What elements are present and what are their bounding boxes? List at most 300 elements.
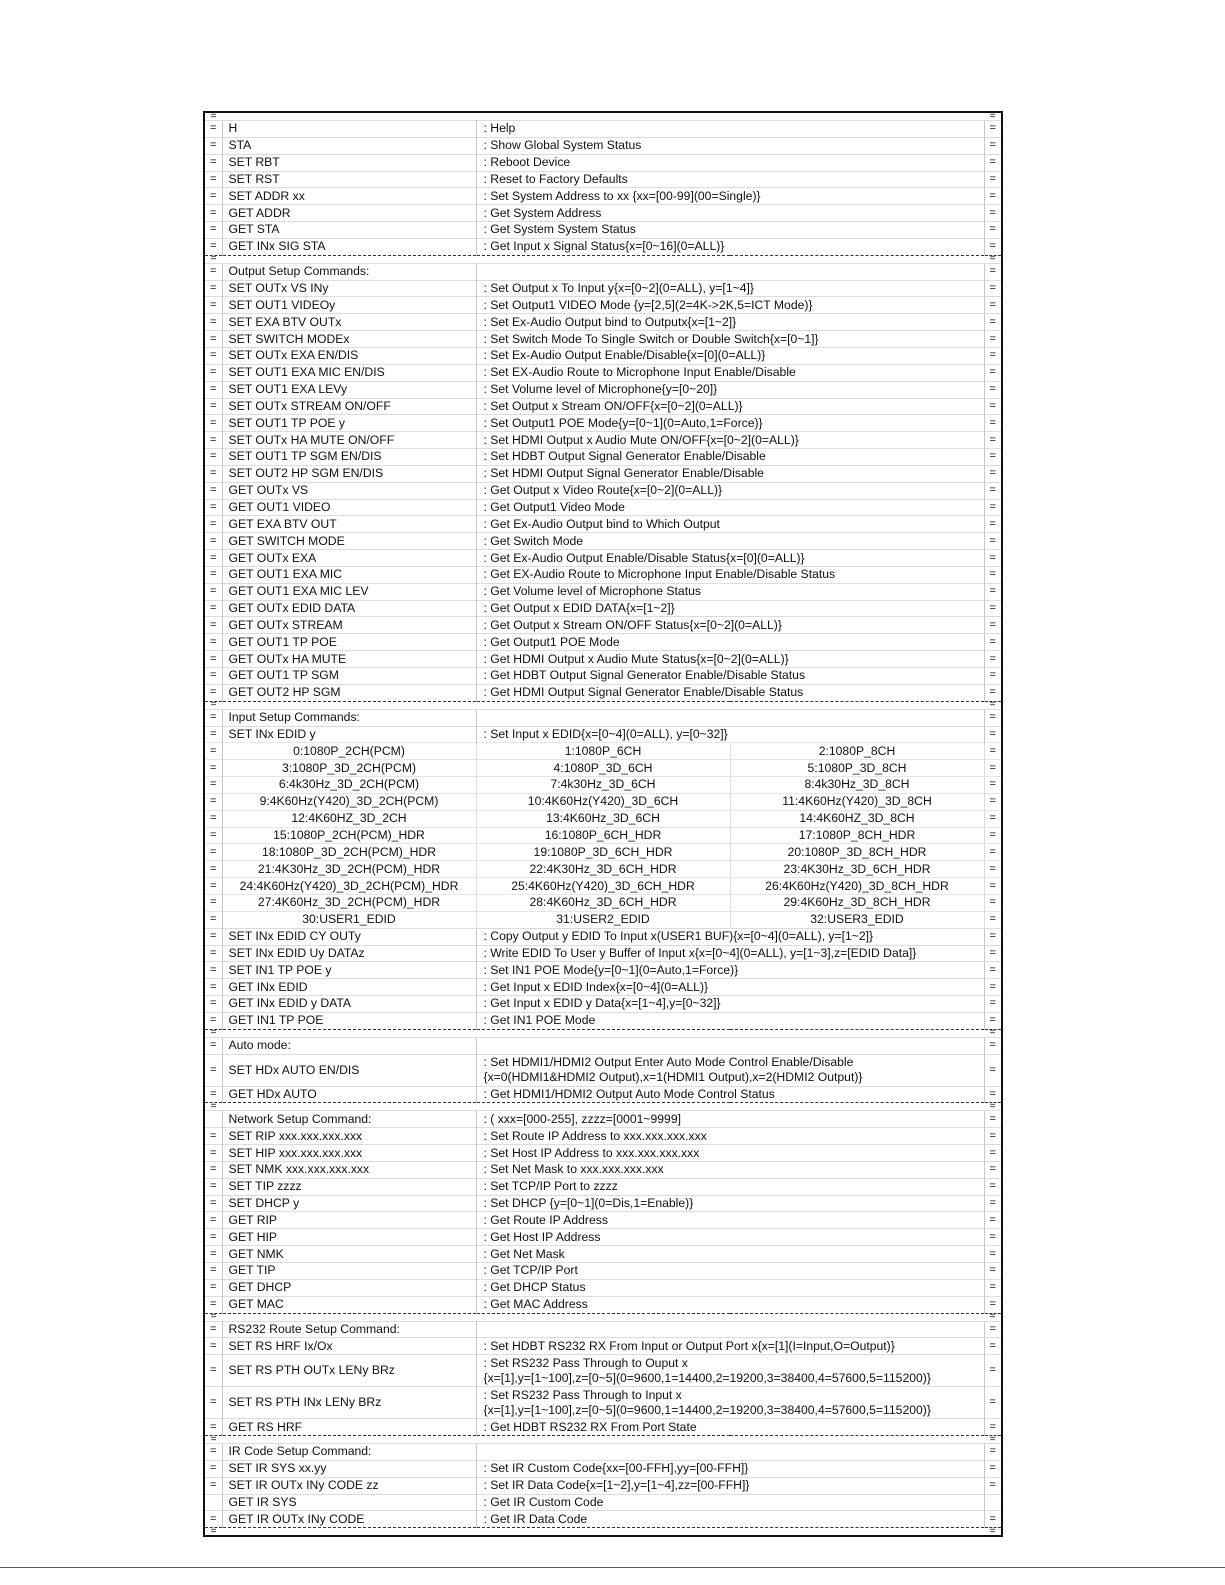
row-eq-marker-right: = [984, 566, 1001, 583]
command-row [205, 415, 1001, 432]
row-eq-marker-left: = [210, 113, 217, 121]
command-name: STA [222, 137, 476, 154]
row-eq-marker-left: = [205, 600, 222, 617]
section-heading: IR Code Setup Command: [222, 1444, 476, 1461]
command-row [205, 1460, 1001, 1477]
edid-option-row [205, 793, 1001, 810]
command-description [476, 726, 984, 743]
row-eq-marker-right: = [984, 1195, 1001, 1212]
description-line: : Help [483, 121, 516, 136]
row-eq-marker-left [205, 1494, 222, 1511]
command-name: GET HDx AUTO [222, 1086, 476, 1103]
command-table [205, 113, 1001, 1535]
description-line: : Get Net Mask [483, 1246, 565, 1261]
command-description [476, 1086, 984, 1103]
command-row [205, 1263, 1001, 1280]
edid-option-row [205, 894, 1001, 911]
row-eq-marker-left: = [205, 1419, 222, 1436]
description-line: : Set HDBT RS232 RX From Input or Output Port x{x=[1](I=Input,O=Output)} [483, 1338, 895, 1353]
command-row [205, 364, 1001, 381]
row-eq-marker-left: = [205, 894, 222, 911]
command-description [476, 121, 984, 138]
edid-option: 6:4k30Hz_3D_2CH(PCM) [222, 777, 476, 794]
description-line: : Set IR Data Code{x=[1~2],y=[1~4],zz=[00-FFH]} [483, 1478, 750, 1493]
row-eq-marker-right: = [984, 911, 1001, 928]
row-eq-marker-left: = [205, 188, 222, 205]
command-row [205, 1246, 1001, 1263]
edid-option: 25:4K60Hz(Y420)_3D_6CH_HDR [476, 878, 730, 895]
command-row [205, 171, 1001, 188]
row-eq-marker-left: = [205, 1086, 222, 1103]
row-eq-marker-left: = [205, 1161, 222, 1178]
command-name: SET INx EDID CY OUTy [222, 928, 476, 945]
command-description [476, 499, 984, 516]
row-eq-marker-right: = [984, 777, 1001, 794]
row-eq-marker-right: = [984, 364, 1001, 381]
command-row [205, 1145, 1001, 1162]
row-eq-marker-right: = [984, 482, 1001, 499]
command-row [205, 962, 1001, 979]
command-name: SET RST [222, 171, 476, 188]
command-name: SET OUT1 TP POE y [222, 415, 476, 432]
row-eq-marker-left: = [205, 533, 222, 550]
section-heading-note [476, 1444, 984, 1461]
command-name: GET OUT2 HP SGM [222, 684, 476, 701]
row-eq-marker-left: = [205, 634, 222, 651]
row-eq-marker-left: = [205, 684, 222, 701]
command-description [476, 979, 984, 996]
command-row [205, 432, 1001, 449]
row-eq-marker-right: = [984, 449, 1001, 466]
row-eq-marker-left: = [205, 482, 222, 499]
row-eq-marker-left: = [205, 297, 222, 314]
description-line: : Set Host IP Address to xxx.xxx.xxx.xxx [483, 1145, 700, 1160]
command-description [476, 1145, 984, 1162]
description-line: : Set DHCP {y=[0~1](0=Dis,1=Enable)} [483, 1196, 694, 1211]
description-line: : Get Route IP Address [483, 1212, 608, 1227]
command-name: GET RS HRF [222, 1419, 476, 1436]
row-eq-marker-right: = [984, 1037, 1001, 1054]
command-description [476, 1338, 984, 1355]
section-separator [205, 113, 1001, 121]
section-heading-note: : ( xxx=[000-255], zzzz=[0001~9999] [476, 1111, 984, 1128]
edid-option: 16:1080P_6CH_HDR [476, 827, 730, 844]
row-eq-marker-right: = [984, 398, 1001, 415]
command-description [476, 1279, 984, 1296]
command-name: SET OUT1 TP SGM EN/DIS [222, 449, 476, 466]
command-name: GET DHCP [222, 1279, 476, 1296]
description-line: : Get IN1 POE Mode [483, 1013, 596, 1028]
row-eq-marker-right: = [984, 1355, 1001, 1387]
row-eq-marker-right: = [984, 701, 1001, 709]
section-separator [205, 1029, 1001, 1037]
row-eq-marker-left: = [205, 550, 222, 567]
command-description [476, 137, 984, 154]
command-name: GET OUTx VS [222, 482, 476, 499]
command-description [476, 432, 984, 449]
row-eq-marker-left: = [205, 945, 222, 962]
row-eq-marker-right: = [984, 222, 1001, 239]
command-row [205, 1178, 1001, 1195]
command-description [476, 314, 984, 331]
row-eq-marker-left: = [205, 398, 222, 415]
command-row [205, 583, 1001, 600]
command-row [205, 945, 1001, 962]
command-description [476, 465, 984, 482]
edid-option: 8:4k30Hz_3D_8CH [730, 777, 984, 794]
command-row [205, 331, 1001, 348]
command-row [205, 928, 1001, 945]
command-description [476, 634, 984, 651]
row-eq-marker-right: = [989, 113, 996, 121]
row-eq-marker-left: = [205, 1178, 222, 1195]
edid-option: 14:4K60HZ_3D_8CH [730, 810, 984, 827]
command-description [476, 600, 984, 617]
row-eq-marker-right: = [984, 550, 1001, 567]
command-row [205, 297, 1001, 314]
command-description [476, 331, 984, 348]
command-name: GET IR OUTx INy CODE [222, 1511, 476, 1528]
row-eq-marker-left: = [205, 617, 222, 634]
command-row [205, 205, 1001, 222]
edid-option: 24:4K60Hz(Y420)_3D_2CH(PCM)_HDR [222, 878, 476, 895]
description-line: : Set IN1 POE Mode{y=[0~1](0=Auto,1=Force)} [483, 962, 739, 977]
command-name: SET RS PTH INx LENy BRz [222, 1387, 476, 1419]
command-row [205, 726, 1001, 743]
section-heading-note [476, 1037, 984, 1054]
command-description [476, 297, 984, 314]
command-row [205, 1161, 1001, 1178]
section-heading-note [476, 1321, 984, 1338]
row-eq-marker-left: = [205, 255, 222, 263]
command-row [205, 684, 1001, 701]
command-description [476, 1460, 984, 1477]
section-separator [205, 255, 1001, 263]
row-eq-marker-right: = [984, 793, 1001, 810]
command-name: GET HIP [222, 1229, 476, 1246]
command-name: GET EXA BTV OUT [222, 516, 476, 533]
row-eq-marker-left: = [205, 583, 222, 600]
edid-option: 13:4K60Hz_3D_6CH [476, 810, 730, 827]
description-line: : Set HDMI Output x Audio Mute ON/OFF{x=[0~2](0=ALL)} [483, 432, 799, 447]
separator-line [222, 113, 984, 121]
row-eq-marker-left: = [205, 1444, 222, 1461]
description-line: : Set Volume level of Microphone{y=[0~20]} [483, 382, 718, 397]
row-eq-marker-right: = [984, 617, 1001, 634]
command-description [476, 1263, 984, 1280]
command-name: SET RS HRF Ix/Ox [222, 1338, 476, 1355]
command-row [205, 280, 1001, 297]
command-row [205, 617, 1001, 634]
edid-option-row [205, 777, 1001, 794]
row-eq-marker-left: = [205, 449, 222, 466]
command-description [476, 398, 984, 415]
edid-option: 23:4K30Hz_3D_6CH_HDR [730, 861, 984, 878]
edid-option: 29:4K60Hz_3D_8CH_HDR [730, 894, 984, 911]
command-name: GET IR SYS [222, 1494, 476, 1511]
command-description [476, 668, 984, 685]
row-eq-marker-right: = [984, 1444, 1001, 1461]
command-description [476, 205, 984, 222]
row-eq-marker-right: = [984, 1111, 1001, 1128]
row-eq-marker-left: = [205, 709, 222, 726]
edid-option: 1:1080P_6CH [476, 743, 730, 760]
row-eq-marker-right: = [984, 1477, 1001, 1494]
command-row [205, 1212, 1001, 1229]
description-line: : Reboot Device [483, 155, 571, 170]
edid-option-row [205, 844, 1001, 861]
row-eq-marker-right: = [984, 928, 1001, 945]
command-description [476, 415, 984, 432]
command-row [205, 668, 1001, 685]
command-name: GET ADDR [222, 205, 476, 222]
description-line: : Set System Address to xx {xx=[00-99](00=Single)} [483, 188, 761, 203]
row-eq-marker-left: = [205, 1477, 222, 1494]
command-name: SET INx EDID y [222, 726, 476, 743]
row-eq-marker-left: = [205, 701, 222, 709]
description-line: : Get Host IP Address [483, 1229, 601, 1244]
command-description [476, 945, 984, 962]
command-row [205, 381, 1001, 398]
row-eq-marker-left: = [205, 1012, 222, 1029]
command-name: GET IN1 TP POE [222, 1012, 476, 1029]
command-name: GET OUTx EDID DATA [222, 600, 476, 617]
description-line: : Set Switch Mode To Single Switch or Double Switch{x=[0~1]} [483, 331, 819, 346]
command-row [205, 1338, 1001, 1355]
command-description [476, 566, 984, 583]
command-name: SET OUT1 EXA MIC EN/DIS [222, 364, 476, 381]
command-name: GET OUTx HA MUTE [222, 651, 476, 668]
row-eq-marker-right: = [984, 743, 1001, 760]
row-eq-marker-right: = [984, 1103, 1001, 1111]
command-row [205, 154, 1001, 171]
command-row [205, 222, 1001, 239]
command-row [205, 600, 1001, 617]
row-eq-marker-right: = [984, 979, 1001, 996]
description-line: : Get HDBT Output Signal Generator Enable/Disable Status [483, 668, 806, 683]
edid-option: 18:1080P_3D_2CH(PCM)_HDR [222, 844, 476, 861]
description-line: : Get Output1 POE Mode [483, 634, 620, 649]
row-eq-marker-left: = [205, 205, 222, 222]
edid-option-row [205, 911, 1001, 928]
row-eq-marker-left: = [205, 1387, 222, 1419]
description-line: : Get IR Data Code [483, 1511, 588, 1526]
edid-option: 4:1080P_3D_6CH [476, 760, 730, 777]
separator-line [222, 1436, 984, 1444]
command-name: SET DHCP y [222, 1195, 476, 1212]
row-eq-marker-right: = [984, 1086, 1001, 1103]
command-row [205, 1195, 1001, 1212]
section-heading: RS232 Route Setup Command: [222, 1321, 476, 1338]
command-name: SET HDx AUTO EN/DIS [222, 1054, 476, 1086]
row-eq-marker-left: = [205, 331, 222, 348]
command-name: GET OUT1 VIDEO [222, 499, 476, 516]
command-row [205, 1511, 1001, 1528]
section-separator [205, 701, 1001, 709]
command-name: SET OUTx STREAM ON/OFF [222, 398, 476, 415]
row-eq-marker-right: = [984, 894, 1001, 911]
row-eq-marker-right: = [984, 205, 1001, 222]
command-row [205, 533, 1001, 550]
description-line: : Get TCP/IP Port [483, 1263, 578, 1278]
row-eq-marker-left: = [205, 364, 222, 381]
command-description [476, 222, 984, 239]
command-name: SET IN1 TP POE y [222, 962, 476, 979]
edid-option: 7:4k30Hz_3D_6CH [476, 777, 730, 794]
command-description [476, 1511, 984, 1528]
command-description [476, 1212, 984, 1229]
row-eq-marker-right: = [984, 1145, 1001, 1162]
section-heading: Output Setup Commands: [222, 263, 476, 280]
command-row [205, 482, 1001, 499]
row-eq-marker-left: = [205, 1246, 222, 1263]
edid-option: 22:4K30Hz_3D_6CH_HDR [476, 861, 730, 878]
command-description [476, 1296, 984, 1313]
row-eq-marker-left: = [205, 238, 222, 255]
row-eq-marker-left: = [205, 777, 222, 794]
row-eq-marker-right: = [984, 1419, 1001, 1436]
edid-option: 9:4K60Hz(Y420)_3D_2CH(PCM) [222, 793, 476, 810]
command-row [205, 1128, 1001, 1145]
command-row [205, 1229, 1001, 1246]
command-description [476, 533, 984, 550]
row-eq-marker-left: = [205, 280, 222, 297]
description-line: : Get System Address [483, 205, 602, 220]
command-row [205, 1086, 1001, 1103]
command-row [205, 1355, 1001, 1387]
description-line: : Set Output x To Input y{x=[0~2](0=ALL), y=[1~4]} [483, 281, 754, 296]
row-eq-marker-left: = [205, 1511, 222, 1528]
command-name: SET RBT [222, 154, 476, 171]
row-eq-marker-left: = [205, 1128, 222, 1145]
command-row [205, 314, 1001, 331]
row-eq-marker-right: = [984, 1212, 1001, 1229]
description-line: : Get Ex-Audio Output Enable/Disable Status{x=[0](0=ALL)} [483, 550, 805, 565]
row-eq-marker-left: = [205, 121, 222, 138]
command-description [476, 154, 984, 171]
command-name: SET IR SYS xx.yy [222, 1460, 476, 1477]
description-line: : Get DHCP Status [483, 1280, 586, 1295]
command-row [205, 238, 1001, 255]
command-row [205, 979, 1001, 996]
section-separator [205, 1528, 1001, 1536]
section-heading: Network Setup Command: [222, 1111, 476, 1128]
command-description [476, 1494, 984, 1511]
description-line: : Set IR Custom Code{xx=[00-FFH],yy=[00-FFH]} [483, 1461, 749, 1476]
row-eq-marker-left: = [205, 432, 222, 449]
command-description [476, 550, 984, 567]
description-line: : Get EX-Audio Route to Microphone Input Enable/Disable Status [483, 567, 836, 582]
command-row [205, 1419, 1001, 1436]
command-name: SET OUTx HA MUTE ON/OFF [222, 432, 476, 449]
command-description [476, 1054, 984, 1086]
row-eq-marker-right: = [984, 415, 1001, 432]
command-row [205, 516, 1001, 533]
command-description [476, 482, 984, 499]
edid-option: 3:1080P_3D_2CH(PCM) [222, 760, 476, 777]
command-row [205, 137, 1001, 154]
command-name: GET INx EDID y DATA [222, 996, 476, 1013]
command-name: GET INx EDID [222, 979, 476, 996]
description-line: : Reset to Factory Defaults [483, 171, 628, 186]
command-description [476, 516, 984, 533]
row-eq-marker-right: = [984, 280, 1001, 297]
command-description [476, 280, 984, 297]
row-eq-marker-right: = [984, 600, 1001, 617]
row-eq-marker-left: = [205, 1212, 222, 1229]
description-line: : Set Ex-Audio Output Enable/Disable{x=[0](0=ALL)} [483, 348, 766, 363]
description-line: : Set Output1 POE Mode{y=[0~1](0=Auto,1=Force)} [483, 415, 763, 430]
row-eq-marker-right: = [984, 297, 1001, 314]
separator-line [222, 701, 984, 709]
command-name: SET OUTx VS INy [222, 280, 476, 297]
section-separator [205, 1436, 1001, 1444]
command-description [476, 1195, 984, 1212]
command-name: SET HIP xxx.xxx.xxx.xxx [222, 1145, 476, 1162]
edid-option: 17:1080P_8CH_HDR [730, 827, 984, 844]
row-eq-marker-right: = [984, 1321, 1001, 1338]
description-line: : Get Output1 Video Mode [483, 499, 625, 514]
section-separator [205, 1313, 1001, 1321]
description-continuation: {x=0(HDMI1&HDMI2 Output),x=1(HDMI1 Output),x=2(HDMI2 Output)} [483, 1070, 863, 1085]
row-eq-marker-left: = [205, 668, 222, 685]
row-eq-marker-right: = [984, 1338, 1001, 1355]
edid-option: 11:4K60Hz(Y420)_3D_8CH [730, 793, 984, 810]
row-eq-marker-right: = [984, 533, 1001, 550]
edid-option-row [205, 827, 1001, 844]
row-eq-marker-right: = [984, 121, 1001, 138]
command-name: SET TIP zzzz [222, 1178, 476, 1195]
command-description [476, 583, 984, 600]
command-description [476, 1178, 984, 1195]
command-row [205, 188, 1001, 205]
command-name: GET TIP [222, 1263, 476, 1280]
row-eq-marker-left: = [205, 1460, 222, 1477]
description-line: : Set HDMI Output Signal Generator Enable/Disable [483, 466, 764, 481]
command-name: SET INx EDID Uy DATAz [222, 945, 476, 962]
section-heading: Auto mode: [222, 1037, 476, 1054]
command-description [476, 651, 984, 668]
separator-line [222, 1313, 984, 1321]
section-heading-row [205, 1321, 1001, 1338]
row-eq-marker-left: = [205, 566, 222, 583]
description-line: : Set EX-Audio Route to Microphone Input Enable/Disable [483, 365, 796, 380]
row-eq-marker-right: = [984, 255, 1001, 263]
command-name: SET IR OUTx INy CODE zz [222, 1477, 476, 1494]
description-line: : Set HDBT Output Signal Generator Enable/Disable [483, 449, 766, 464]
edid-option: 30:USER1_EDID [222, 911, 476, 928]
row-eq-marker-left: = [205, 1229, 222, 1246]
row-eq-marker-right: = [984, 137, 1001, 154]
row-eq-marker-left: = [205, 1355, 222, 1387]
command-name: SET ADDR xx [222, 188, 476, 205]
row-eq-marker-left: = [205, 1321, 222, 1338]
description-continuation: {x=[1],y=[1~100],z=[0~5](0=9600,1=14400,2=19200,3=38400,4=57600,5=115200)} [483, 1402, 931, 1417]
edid-option: 15:1080P_2CH(PCM)_HDR [222, 827, 476, 844]
row-eq-marker-left: = [205, 263, 222, 280]
row-eq-marker-left: = [205, 793, 222, 810]
separator-line [222, 1528, 984, 1536]
row-eq-marker-left: = [205, 1103, 222, 1111]
edid-option: 0:1080P_2CH(PCM) [222, 743, 476, 760]
row-eq-marker-left: = [205, 381, 222, 398]
edid-option-row [205, 743, 1001, 760]
row-eq-marker-left: = [205, 878, 222, 895]
row-eq-marker-right: = [984, 1263, 1001, 1280]
row-eq-marker-right: = [984, 1161, 1001, 1178]
command-name: SET SWITCH MODEx [222, 331, 476, 348]
row-eq-marker-right: = [984, 238, 1001, 255]
